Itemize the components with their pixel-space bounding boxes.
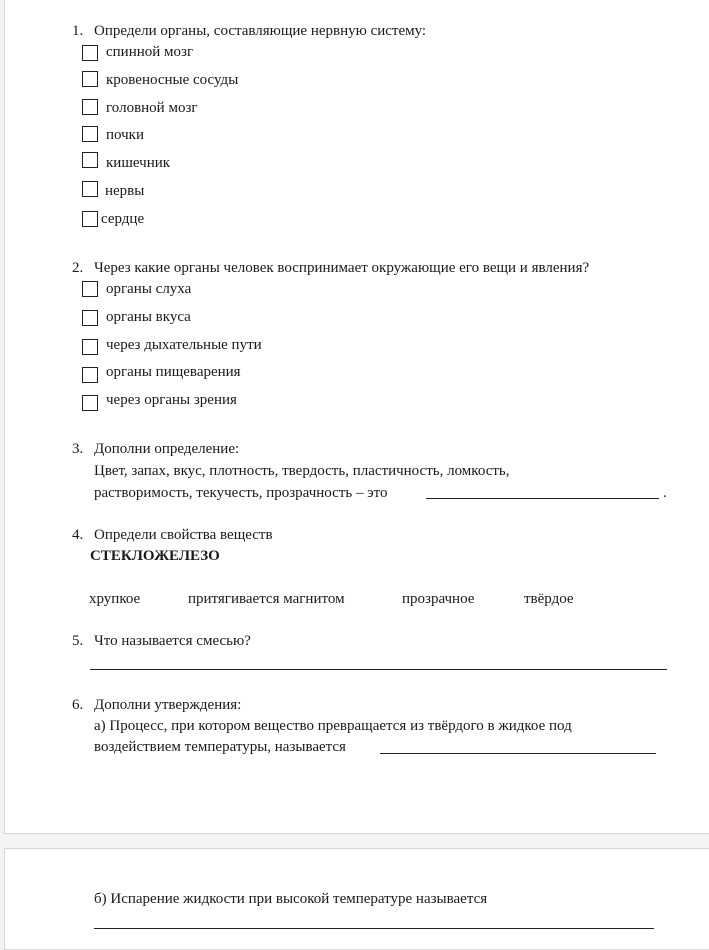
checkbox[interactable]: [82, 71, 98, 87]
question-text: Что называется смесью?: [94, 633, 251, 649]
question-text: Определи органы, составляющие нервную систему:: [94, 23, 427, 39]
question-text: Дополни утверждения:: [94, 697, 242, 713]
definition-line: растворимость, текучесть, прозрачность – это: [94, 485, 388, 501]
question-number: 5.: [72, 633, 84, 649]
option-label: через органы зрения: [106, 392, 237, 408]
property-option: прозрачное: [402, 591, 475, 607]
question-text: Определи свойства веществ: [94, 527, 273, 543]
period: .: [663, 485, 667, 501]
checkbox[interactable]: [82, 99, 98, 115]
property-option: хрупкое: [89, 591, 141, 607]
question-number: 4.: [72, 527, 84, 543]
option-label: головной мозг: [106, 100, 198, 116]
checkbox[interactable]: [82, 339, 98, 355]
question-number: 2.: [72, 260, 84, 276]
substance-names: СТЕКЛОЖЕЛЕЗО: [90, 548, 220, 564]
property-option: твёрдое: [524, 591, 574, 607]
checkbox[interactable]: [82, 211, 98, 227]
answer-blank[interactable]: [426, 498, 659, 499]
option-label: органы слуха: [106, 281, 192, 297]
answer-blank[interactable]: [94, 928, 654, 929]
option-label: кровеносные сосуды: [106, 72, 239, 88]
checkbox[interactable]: [82, 126, 98, 142]
checkbox[interactable]: [82, 281, 98, 297]
statement-a-line: воздействием температуры, называется: [94, 739, 346, 755]
checkbox[interactable]: [82, 395, 98, 411]
question-text: Дополни определение:: [94, 441, 240, 457]
question-number: 6.: [72, 697, 84, 713]
property-option: притягивается магнитом: [188, 591, 345, 607]
checkbox[interactable]: [82, 45, 98, 61]
statement-a-line: а) Процесс, при котором вещество превращается из твёрдого в жидкое под: [94, 718, 572, 734]
answer-blank[interactable]: [90, 669, 667, 670]
checkbox[interactable]: [82, 310, 98, 326]
option-label: органы вкуса: [106, 309, 191, 325]
question-number: 3.: [72, 441, 84, 457]
checkbox[interactable]: [82, 367, 98, 383]
statement-b-line: б) Испарение жидкости при высокой температуре называется: [94, 891, 488, 907]
checkbox[interactable]: [82, 152, 98, 168]
option-label: нервы: [105, 183, 145, 199]
option-label: органы пищеварения: [106, 364, 241, 380]
option-label: сердце: [101, 211, 145, 227]
answer-blank[interactable]: [380, 753, 656, 754]
question-number: 1.: [72, 23, 84, 39]
option-label: почки: [106, 127, 144, 143]
option-label: кишечник: [106, 155, 171, 171]
question-text: Через какие органы человек воспринимает окружающие его вещи и явления?: [94, 260, 590, 276]
definition-line: Цвет, запах, вкус, плотность, твердость, пластичность, ломкость,: [94, 463, 510, 479]
option-label: спинной мозг: [106, 44, 194, 60]
option-label: через дыхательные пути: [106, 337, 262, 353]
checkbox[interactable]: [82, 181, 98, 197]
